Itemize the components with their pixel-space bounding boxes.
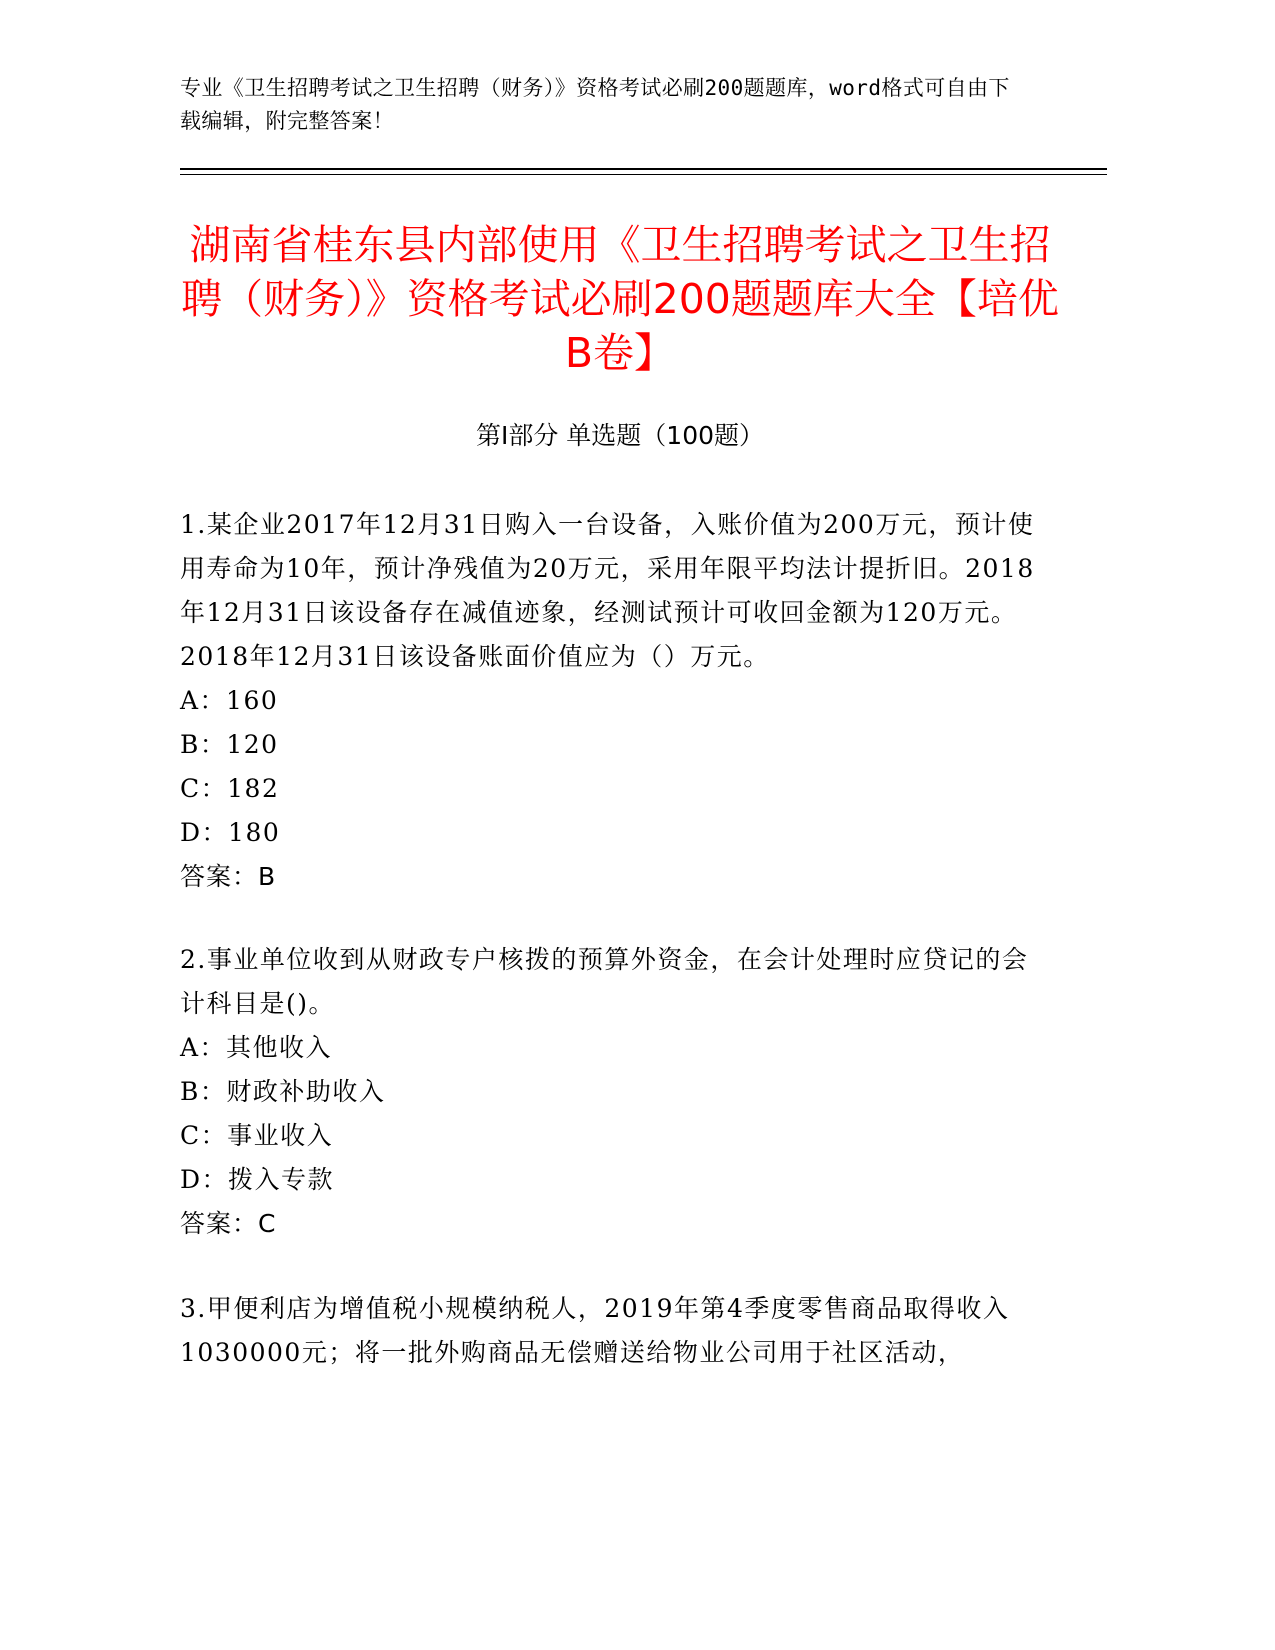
option-a: A：其他收入 — [180, 1033, 333, 1062]
question-item — [180, 503, 1040, 899]
question-stem: 1.某企业2017年12月31日购入一台设备，入账价值为200万元，预计使用寿命为10年，预计净残值为20万元，采用年限平均法计提折旧。2018年12月31日该设备存在减值迹象，经测试预计可收回金额为120万元。2018年12月31日该设备账面价值应为（）万元。 — [180, 510, 1035, 671]
header-divider-thin — [180, 174, 1107, 175]
option-d: D：180 — [180, 818, 281, 847]
question-stem: 3.甲便利店为增值税小规模纳税人，2019年第4季度零售商品取得收入1030000元；将一批外购商品无偿赠送给物业公司用于社区活动， — [180, 1294, 1010, 1367]
option-b: B：财政补助收入 — [180, 1077, 386, 1106]
option-c: C：182 — [180, 774, 280, 803]
question-item — [180, 938, 1040, 1246]
option-c: C：事业收入 — [180, 1121, 334, 1150]
question-answer: 答案：B — [180, 862, 277, 891]
question-item — [180, 1287, 1040, 1375]
option-a: A：160 — [180, 686, 279, 715]
question-stem: 2.事业单位收到从财政专户核拨的预算外资金，在会计处理时应贷记的会计科目是()。 — [180, 945, 1029, 1018]
header-divider-thick — [180, 168, 1107, 170]
option-d: D：拨入专款 — [180, 1165, 335, 1194]
question-answer: 答案：C — [180, 1209, 277, 1238]
option-b: B：120 — [180, 730, 279, 759]
header-note: 专业《卫生招聘考试之卫生招聘（财务）》资格考试必刷200题题库，word格式可自由下载编辑，附完整答案！ — [180, 76, 1010, 133]
section-title: 第Ⅰ部分 单选题（100题） — [475, 421, 765, 450]
document-title: 湖南省桂东县内部使用《卫生招聘考试之卫生招聘（财务）》资格考试必刷200题题库大全【培优B卷】 — [181, 221, 1059, 377]
